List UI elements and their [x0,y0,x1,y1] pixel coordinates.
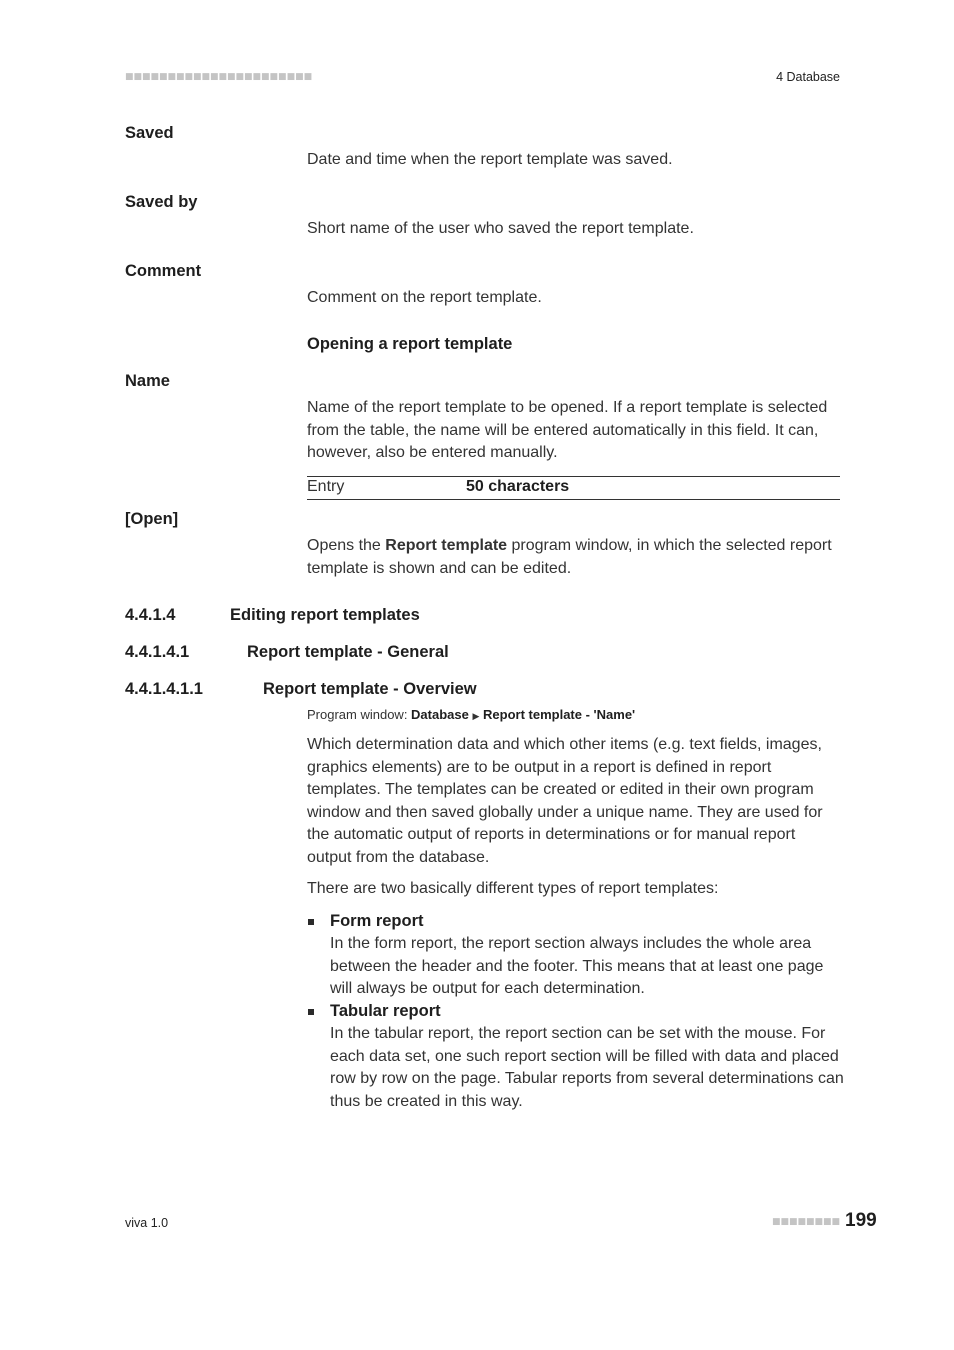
bullet-title-form-report: Form report [330,912,424,930]
desc-saved: Date and time when the report template was saved. [307,151,673,168]
desc-name: Name of the report template to be opened. If a report template is selected from the table, the name will be entered automatically in this field. It can, however, also be entered manually. [307,399,828,462]
section-title-1: Editing report templates [230,606,420,624]
term-saved: Saved [125,124,174,142]
bullet-text-form-report: In the form report, the report section always includes the whole area between the header and the footer. This means that at least one page will always be output for each determination. [330,935,824,998]
program-window-database: Database [411,707,469,722]
section-title-3: Report template - Overview [263,680,477,698]
term-comment: Comment [125,262,202,280]
bullet-text-tabular-report: In the tabular report, the report section can be set with the mouse. For each data set, one such report section will be filled with data and placed row by row on the page. Tabular reports from several determinations can thus be created in this way. [330,1025,844,1110]
entry-label: Entry [307,478,345,495]
arrow-right-icon: ▶ [472,712,480,722]
section-number-1: 4.4.1.4 [125,606,176,624]
page-number: 199 [845,1210,877,1231]
bullet-title-tabular-report: Tabular report [330,1002,441,1020]
bullet-square-icon [308,919,314,925]
overview-paragraph: Which determination data and which other items (e.g. text fields, images, graphics elements) are to be output in a report is defined in report templates. The templates can be created or edited in their own program window and then saved globally under a unique name. They are used for the automatic output of reports in determinations or for manual report output from the database. [307,736,823,866]
program-window-label: Program window: [307,707,412,722]
bullet-square-icon [308,1009,314,1015]
section-number-2: 4.4.1.4.1 [125,643,190,661]
footer-product: viva 1.0 [125,1216,169,1230]
desc-saved-by: Short name of the user who saved the report template. [307,220,694,237]
entry-table [307,476,840,500]
section-title-2: Report template - General [247,643,449,661]
overview-intro: There are two basically different types of report templates: [307,880,719,897]
desc-open [307,535,843,580]
program-window-report-template: Report template - 'Name' [483,707,636,722]
chapter-title: 4 Database [776,70,840,84]
desc-open-part1: Opens the [307,537,386,554]
desc-comment: Comment on the report template. [307,289,542,306]
entry-value: 50 characters [466,478,570,495]
section-number-3: 4.4.1.4.1.1 [125,680,203,698]
footer-dots: ■■■■■■■■ [772,1217,841,1227]
desc-open-part2: program window, in which the selected report template is shown and can be edited. [307,537,832,577]
subheading-opening: Opening a report template [307,335,513,353]
header-dots: ■■■■■■■■■■■■■■■■■■■■■■ [125,72,313,82]
term-open: [Open] [125,510,179,528]
program-window-path [307,707,635,722]
term-name: Name [125,372,170,390]
desc-open-bold: Report template [385,537,508,554]
term-saved-by: Saved by [125,193,198,211]
